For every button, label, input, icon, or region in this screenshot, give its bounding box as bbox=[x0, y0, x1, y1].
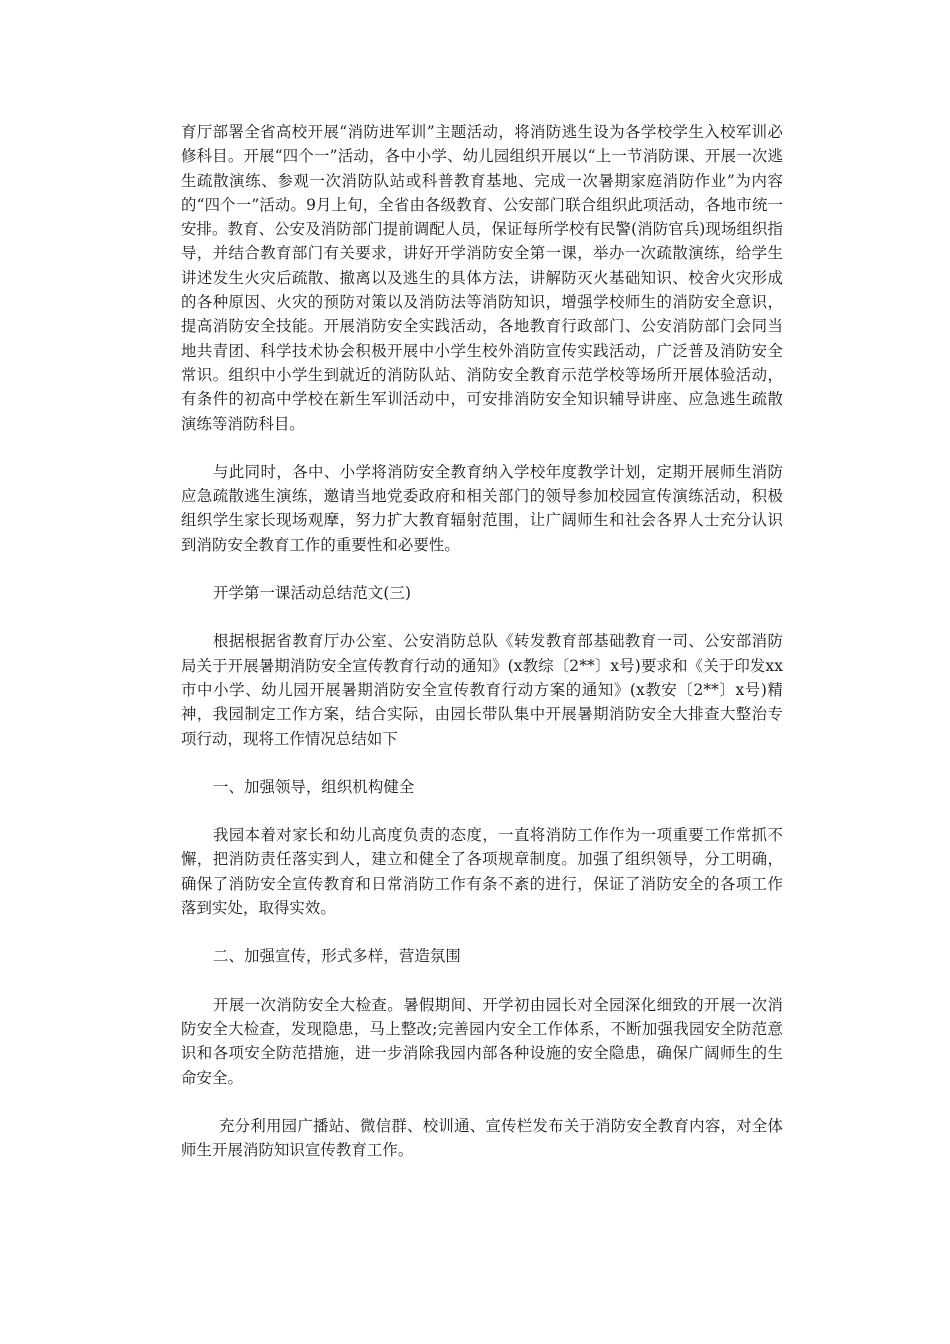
body-paragraph-2: 与此同时，各中、小学将消防安全教育纳入学校年度教学计划，定期开展师生消防应急疏散逃生演练，邀请当地党委政府和相关部门的领导参加校园宣传演练活动，积极组织学生家长现场观摩，努力扩大教育辐射范围，让广阔师生和社会各界人士充分认识到消防安全教育工作的重要性和必要性。 bbox=[181, 462, 783, 554]
body-paragraph-inspection: 开展一次消防安全大检查。暑假期间、开学初由园长对全园深化细致的开展一次消防安全大检查，发现隐患，马上整改;完善园内安全工作体系，不断加强我园安全防范意识和各项安全防范措施，进一步消除我园内部各种设施的安全隐患，确保广阔师生的生命安全。 bbox=[181, 995, 783, 1087]
paragraph-gap bbox=[181, 605, 783, 629]
heading-two: 二、加强宣传，形式多样，营造氛围 bbox=[213, 947, 461, 966]
paragraph-gap bbox=[181, 751, 783, 775]
body-paragraph-leadership: 我园本着对家长和幼儿高度负责的态度，一直将消防工作作为一项重要工作常抓不懈，把消防责任落实到人，建立和健全了各项规章制度。加强了组织领导，分工明确，确保了消防安全宣传教育和日常消防工作有条不紊的进行，保证了消防安全的各项工作落到实处，取得实效。 bbox=[181, 826, 783, 918]
paragraph-gap bbox=[181, 920, 783, 944]
body-paragraph-1: 育厅部署全省高校开展“消防进军训”主题活动，将消防逃生设为各学校学生入校军训必修科目。开展“四个一”活动，各中小学、幼儿园组织开展以“上一节消防课、开展一次逃生疏散演练、参观一次消防队站或科普教育基地、完成一次暑期家庭消防作业”为内容的“四个一”活动。9月上旬，全省由各级教育、公安部门联合组织此项活动，各地市统一安排。教育、公安及消防部门提前调配人员，保证每所学校有民警(消防官兵)现场组织指导，并结合教育部门有关要求，讲好开学消防安全第一课，举办一次疏散演练，给学生讲述发生火灾后疏散、撤离以及逃生的具体方法，讲解防灭火基础知识、校舍火灾形成的各种原因、火灾的预防对策以及消防法等消防知识，增强学校师生的消防安全意识，提高消防安全技能。开展消防安全实践活动，各地教育行政部门、公安消防部门会同当地共青团、科学技术协会积极开展中小学生校外消防宣传实践活动，广泛普及消防安全常识。组织中小学生到就近的消防队站、消防安全教育示范学校等场所开展体验活动，有条件的初高中学校在新生军训活动中，可安排消防安全知识辅导讲座、应急逃生疏散演练等消防科目。 bbox=[181, 123, 783, 433]
paragraph-gap bbox=[181, 1090, 783, 1114]
document-page bbox=[181, 120, 783, 1162]
body-paragraph-broadcast: 充分利用园广播站、微信群、校训通、宣传栏发布关于消防安全教育内容，对全体师生开展消防知识宣传教育工作。 bbox=[181, 1116, 783, 1160]
section-title: 开学第一课活动总结范文(三) bbox=[213, 584, 412, 603]
body-paragraph-intro: 根据根据省教育厅办公室、公安消防总队《转发教育部基础教育一司、公安部消防局关于开展暑期消防安全宣传教育行动的通知》(x教综〔2**〕x号)要求和《关于印发xx市中小学、幼儿园开展暑期消防安全宣传教育行动方案的通知》(x教安〔2**〕x号)精神，我园制定工作方案，结合实际，由园长带队集中开展暑期消防安全大排查大整治专项行动，现将工作情况总结如下 bbox=[181, 632, 783, 748]
paragraph-gap bbox=[181, 557, 783, 581]
paragraph-gap bbox=[181, 799, 783, 823]
paragraph-gap bbox=[181, 436, 783, 460]
paragraph-gap bbox=[181, 969, 783, 993]
heading-one: 一、加强领导，组织机构健全 bbox=[213, 777, 415, 796]
